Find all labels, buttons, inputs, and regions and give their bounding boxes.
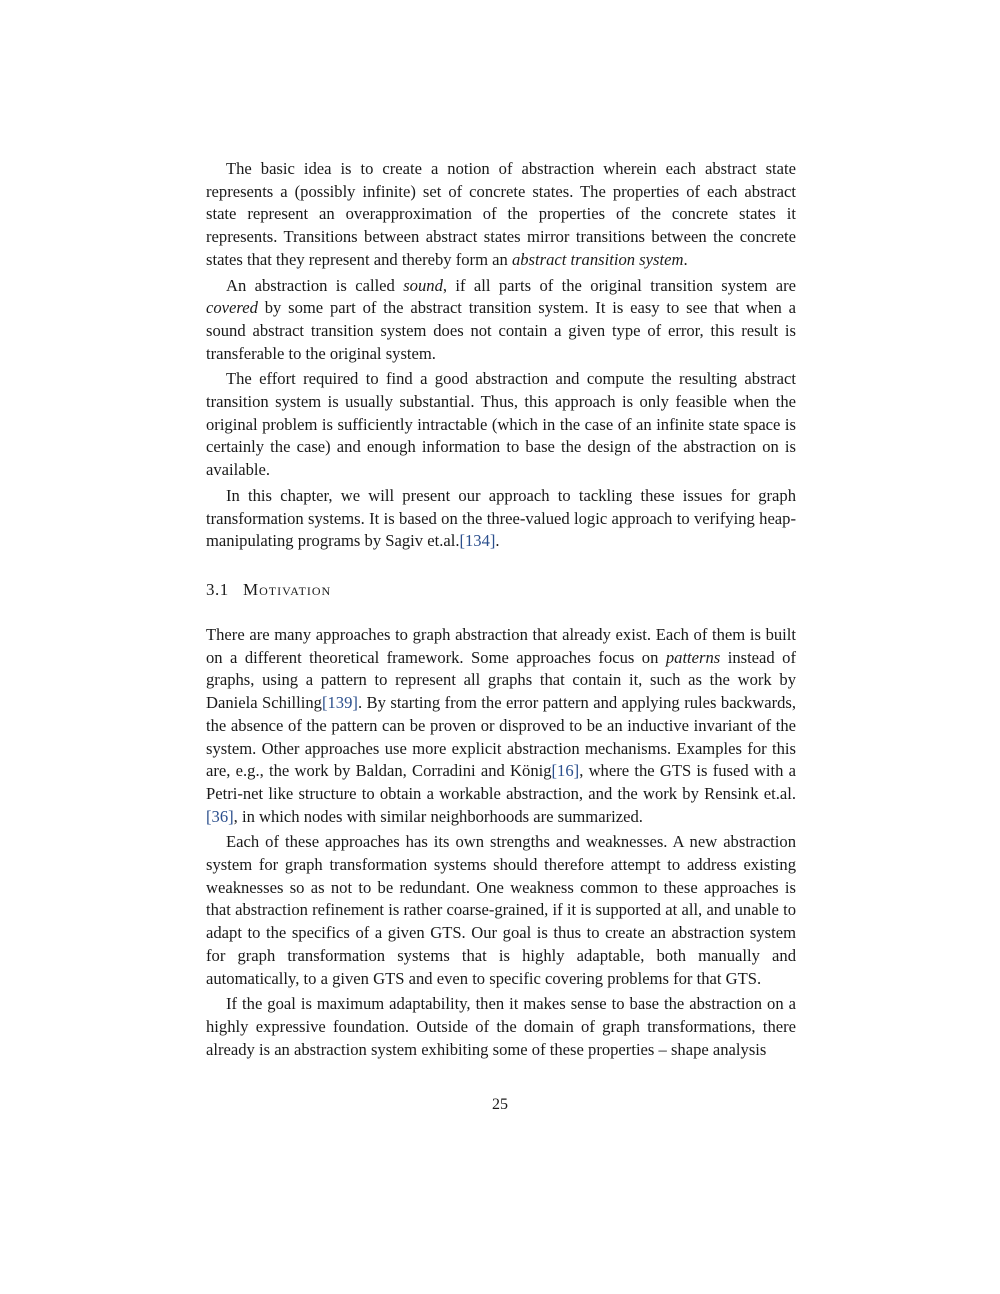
- paragraph-strengths-weaknesses: [206, 831, 796, 990]
- emphasis-sound: sound: [403, 275, 443, 295]
- intro-section: [206, 158, 796, 553]
- text-run: The basic idea is to create a notion of abstraction wherein each abstract state represents a (possibly infinite) set of concrete states. The properties of each abstract state represent an overapproximation of the properties of the concrete states it represents. Transitions between abstract states mirror transitions between the concrete states that they represent and thereby form an: [206, 159, 796, 269]
- section-title: Motivation: [243, 580, 332, 599]
- section-number: 3.1: [206, 580, 229, 599]
- text-run: There are many approaches to graph abstraction that already exist. Each of them is built on a different theoretical framework. Some approaches focus on: [206, 625, 796, 667]
- text-run: .: [495, 531, 500, 551]
- text-run: The effort required to find a good abstraction and compute the resulting abstract transition system is usually substantial. Thus, this approach is only feasible when the original problem is sufficiently intractable (which in the case of an infinite state space is certainly the case) and enough information to base the design of the abstraction on is available.: [206, 369, 796, 480]
- citation-link[interactable]: [134]: [459, 531, 496, 551]
- text-run: , where the GTS is fused with a Petri-net like structure to obtain a workable abstraction, and the work by Rensink et.al.: [206, 761, 796, 803]
- text-run: , if all parts of the original transition system are: [442, 275, 797, 295]
- paragraph-abstraction-idea: [206, 158, 796, 272]
- citation-link[interactable]: [139]: [321, 693, 358, 713]
- page-number: 25: [492, 1096, 508, 1113]
- motivation-section: [206, 624, 796, 1061]
- emphasis-abstract-transition-system: abstract transition system: [511, 249, 684, 269]
- paragraph-existing-approaches: [206, 624, 796, 828]
- text-run: An abstraction is called: [226, 275, 404, 295]
- text-run: Each of these approaches has its own strengths and weaknesses. A new abstraction system for graph transformation systems should therefore attempt to address existing weaknesses so as not to be redundant. One weakness common to these approaches is that abstraction refinement is rather coarse-grained, if it is supported at all, and unable to adapt to the specifics of a given GTS. Our goal is thus to create an abstraction system for graph transformation systems that is highly adaptable, both manually and automatically, to a given GTS and even to specific covering problems for that GTS.: [206, 832, 796, 988]
- citation-link[interactable]: [36]: [206, 806, 234, 826]
- text-run: , in which nodes with similar neighborhoods are summarized.: [233, 806, 643, 826]
- text-run: In this chapter, we will present our approach to tackling these issues for graph transformation systems. It is based on the three-valued logic approach to verifying heap-manipulating programs by Sagiv et.al.: [206, 485, 796, 551]
- emphasis-covered: covered: [206, 298, 258, 318]
- paragraph-chapter-overview: [206, 485, 796, 553]
- text-run: instead of graphs, using a pattern to represent all graphs that contain it, such as the work by Daniela Schilling: [206, 647, 796, 713]
- text-run: .: [683, 249, 688, 269]
- emphasis-patterns: patterns: [665, 647, 721, 667]
- text-run: by some part of the abstract transition system. It is easy to see that when a sound abstract transition system does not contain a given type of error, this result is transferable to the original system.: [206, 298, 796, 363]
- citation-link[interactable]: [16]: [551, 761, 580, 781]
- section-heading: [206, 579, 796, 601]
- paragraph-adaptability: [206, 993, 796, 1061]
- text-run: . By starting from the error pattern and applying rules backwards, the absence of the pattern can be proven or disproved to be an inductive invariant of the system. Other approaches use more explicit abstraction mechanisms. Examples for this are, e.g., the work by Baldan, Corradini and König: [206, 693, 797, 781]
- paragraph-soundness: [206, 275, 796, 366]
- paragraph-effort: [206, 368, 796, 482]
- text-run: If the goal is maximum adaptability, then it makes sense to base the abstraction on a highly expressive foundation. Outside of the domain of graph transformations, there already is an abstraction system exhibiting some of these properties – shape analysis: [206, 994, 796, 1059]
